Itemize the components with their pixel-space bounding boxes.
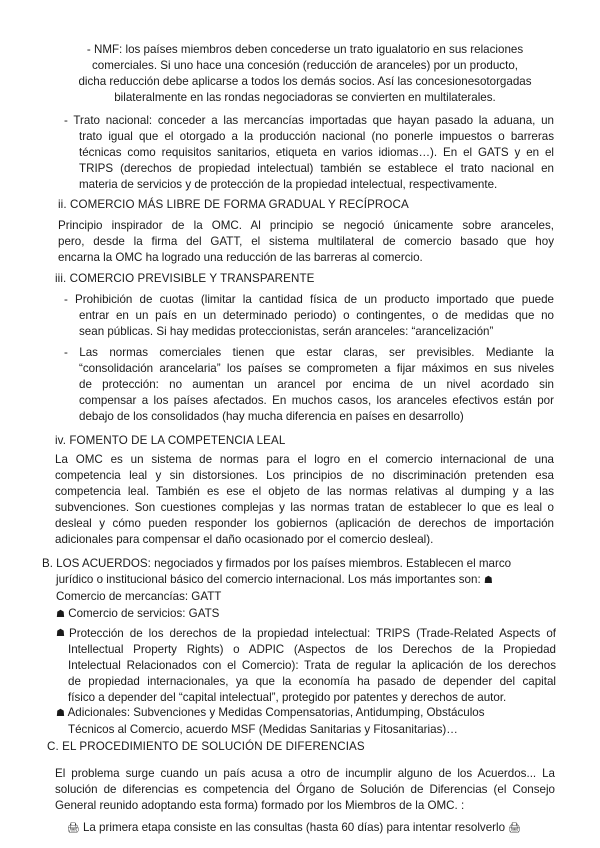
text-line: de protección: no aumentan un arancel por encima de un nivel acordado sin [79, 378, 554, 391]
text-line: Intellectual Property Rights) o ADPIC (Aspectos de los Derechos de la Propiedad [68, 643, 556, 656]
text-line: TRIPS (derechos de propiedad intelectual) también se establece el trato nacional en [79, 162, 554, 175]
text-span: Protección de los derechos de la propiedad intelectual: TRIPS (Trade-Related Aspects of [68, 627, 556, 640]
text-line: comerciales. Si uno hace una concesión (reducción de aranceles) por un producto, [92, 59, 518, 72]
text-line: compensar a los países afectados. En muchos casos, los aranceles efectivos están por [79, 394, 554, 407]
text-line: bilateralmente en las rondas negociadoras se convierten en multilaterales. [114, 91, 496, 104]
text-line: solución de diferencias es competencia del Órgano de Solución de Diferencias (el Consejo [55, 783, 555, 796]
text-line: subvenciones. Son cuestiones complejas y las normas tratan de establecer lo que es leal o [55, 501, 554, 514]
text-line: Técnicos al Comercio, acuerdo MSF (Medidas Sanitarias y Fitosanitarias)… [68, 723, 458, 736]
bullet-icon: ☗ [483, 575, 493, 586]
text-line: La OMC es un sistema de normas para el logro en el comercio internacional de una [55, 453, 554, 466]
text-line [56, 626, 556, 642]
text-line: entrar en un país en un determinado periodo) o contingentes, o de medidas que no [79, 309, 554, 322]
nmf-paragraph [62, 42, 548, 106]
text-line: - NMF: los países miembros deben concederse un trato igualatorio en sus relaciones [86, 43, 524, 56]
printer-icon: 🖨 [67, 823, 80, 834]
adicionales-item [56, 705, 546, 738]
printer-icon: 🖨 [508, 823, 521, 834]
text-line: debajo de los consolidados (hay mucha diferencia en países en desarrollo) [79, 410, 464, 423]
section-iii-heading: iii. COMERCIO PREVISIBLE Y TRANSPARENTE [55, 272, 315, 285]
text-span: La primera etapa consiste en las consultas (hasta 60 días) para intentar resolverlo [82, 821, 506, 834]
text-line: competencia leal y sin distorsiones. Los principios de no discriminación pretenden esa [55, 469, 554, 482]
text-line: Intelectual Relacionados con el Comercio): Trata de regular la aplicación de los derechos [68, 659, 556, 672]
text-line: técnicas como requisitos sanitarios, etiqueta en varios idiomas…). En el GATS y en el [79, 146, 554, 159]
bullet-icon: ☗ [56, 609, 65, 620]
text-line: - Trato nacional: conceder a las mercancías importadas que hayan pasado la aduana, un [64, 114, 554, 127]
section-iii-item-2 [64, 345, 554, 425]
section-c-paragraph [55, 766, 555, 814]
bullet-icon: ☗ [56, 708, 65, 719]
text-line: sean públicas. Si hay medidas proteccionistas, serán aranceles: “arancelización” [79, 325, 494, 338]
text-line: Principio inspirador de la OMC. Al principio se negoció únicamente sobre aranceles, [58, 219, 554, 232]
section-c-last-line [67, 820, 557, 837]
section-iv-paragraph [55, 452, 554, 548]
text-line [56, 705, 546, 722]
trips-item [56, 626, 556, 706]
text-line: pero, desde la firma del GATT, el sistema multilateral de comercio basado que hoy [58, 235, 554, 248]
text-line: adicionales para compensar el daño ocasionado por el comercio desleal). [55, 533, 434, 546]
text-line: “consolidación arancelaria” los países se comprometen a fijar máximos en sus niveles [79, 362, 554, 375]
text-line: físico a depender del “capital intelectual”, protegido por patentes y derechos de autor. [68, 691, 507, 704]
text-span: Comercio de servicios: GATS [68, 607, 220, 620]
text-line: desleal y cómo pueden responder los gobiernos (aplicación de derechos de importación [55, 517, 554, 530]
text-line: Comercio de mercancías: GATT [56, 590, 222, 603]
section-iii-item-1 [64, 292, 554, 340]
text-line: dicha reducción debe aplicarse a todos los demás socios. Así las concesionesotorgadas [78, 75, 532, 88]
text-line: El problema surge cuando un país acusa a otro de incumplir alguno de los Acuerdos... La [55, 767, 555, 780]
section-ii-heading: ii. COMERCIO MÁS LIBRE DE FORMA GRADUAL Y RECÍPROCA [58, 198, 409, 211]
text-line: encarna la OMC ha logrado una reducción de las barreras al comercio. [58, 251, 423, 264]
section-c-heading: C. EL PROCEDIMIENTO DE SOLUCIÓN DE DIFERENCIAS [47, 740, 365, 753]
text-line: - Prohibición de cuotas (limitar la cantidad física de un producto importado que puede [64, 293, 554, 306]
text-line: B. LOS ACUERDOS: negociados y firmados por los países miembros. Establecen el marco [42, 557, 512, 570]
section-iv-heading: iv. FOMENTO DE LA COMPETENCIA LEAL [55, 434, 286, 447]
text-line: competencia leal. También es ese el objeto de las normas relativas al dumping y a las [55, 485, 554, 498]
text-line: trato igual que el otorgado a la producción nacional (no ponerle impuestos o barreras [79, 130, 554, 143]
section-b-intro [42, 556, 557, 605]
bullet-icon: ☗ [56, 628, 65, 639]
section-ii-paragraph [58, 218, 554, 266]
trato-nacional-paragraph [64, 113, 554, 193]
text-line: General reunido adoptando esta forma) formado por los Miembros de la OMC. : [55, 799, 465, 812]
gats-item [56, 606, 546, 623]
text-line [42, 572, 557, 589]
text-span: jurídico o institucional básico del comercio internacional. Los más importantes son: [56, 573, 481, 586]
text-span: Adicionales: Subvenciones y Medidas Compensatorias, Antidumping, Obstáculos [67, 706, 485, 719]
text-line: de propiedad internacionales, ya que la economía ha pasado de depender del capital [68, 675, 556, 688]
text-line: materia de servicios y de protección de la propiedad intelectual, respectivamente. [79, 178, 498, 191]
text-line: - Las normas comerciales tienen que estar claras, ser previsibles. Mediante la [64, 346, 554, 359]
